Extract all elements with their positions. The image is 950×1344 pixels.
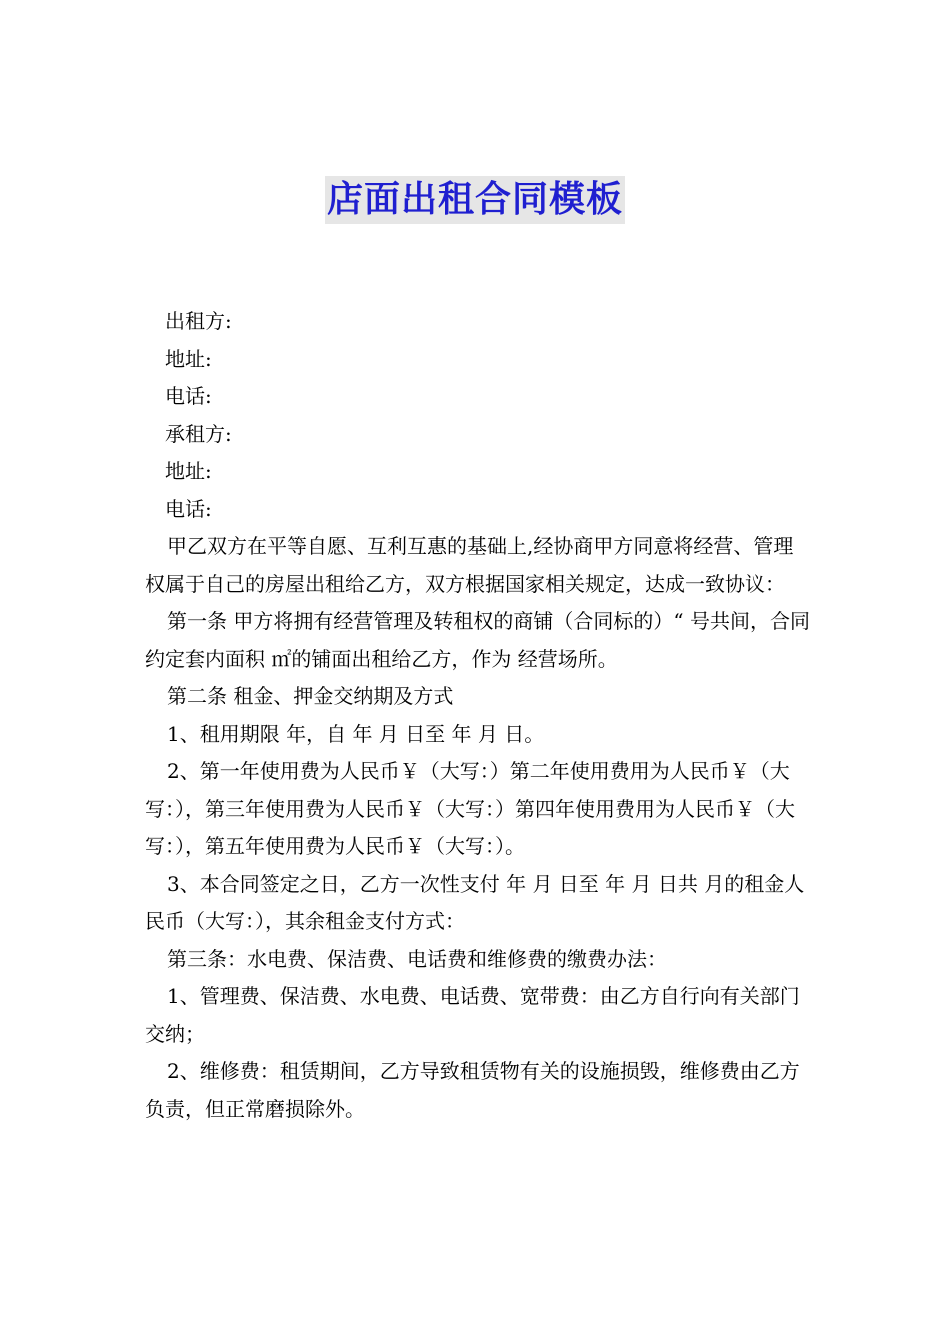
lessee-label: 承租方: [165,421,232,446]
article-2-item-3: 3、本合同签定之日，乙方一次性支付 年 月 日至 年 月 日共 月的租金人民币（大写：），其余租金支付方式： [145,871,805,933]
article-1-paragraph: 第一条 甲方将拥有经营管理及转租权的商铺（合同标的）“ 号共间，合同约定套内面积 ㎡的铺面出租给乙方，作为 经营场所。 [145,609,810,671]
document-title: 店面出租合同模板 [325,176,625,224]
title-container [0,176,950,224]
lessor-label: 出租方: [165,309,232,333]
article-2-item-2: 2、第一年使用费为人民币￥（大写：）第二年使用费用为人民币￥（大写：），第三年使用费为人民币￥（大写：）第四年使用费用为人民币￥（大写：），第五年使用费为人民币￥（大写：）。 [145,759,795,858]
article-3-item-1: 1、管理费、保洁费、水电费、电话费、宽带费：由乙方自行向有关部门交纳； [145,984,800,1046]
article-3-item-2: 2、维修费：租赁期间，乙方导致租赁物有关的设施损毁，维修费由乙方负责，但正常磨损除外。 [145,1059,800,1121]
lessee-phone-label: 电话: [165,496,212,521]
intro-paragraph: 甲乙双方在平等自愿、互利互惠的基础上,经协商甲方同意将经营、管理权属于自己的房屋出租给乙方，双方根据国家相关规定，达成一致协议： [145,534,794,596]
article-3-heading: 第三条：水电费、保洁费、电话费和维修费的缴费办法： [167,946,667,971]
article-2-item-1: 1、租用期限 年，自 年 月 日至 年 月 日。 [167,721,545,746]
lessor-address-label: 地址: [165,346,212,371]
article-2-heading: 第二条 租金、押金交纳期及方式 [167,684,454,708]
document-body [145,303,813,1128]
lessee-address-label: 地址: [165,459,212,483]
lessor-phone-label: 电话: [165,384,212,408]
